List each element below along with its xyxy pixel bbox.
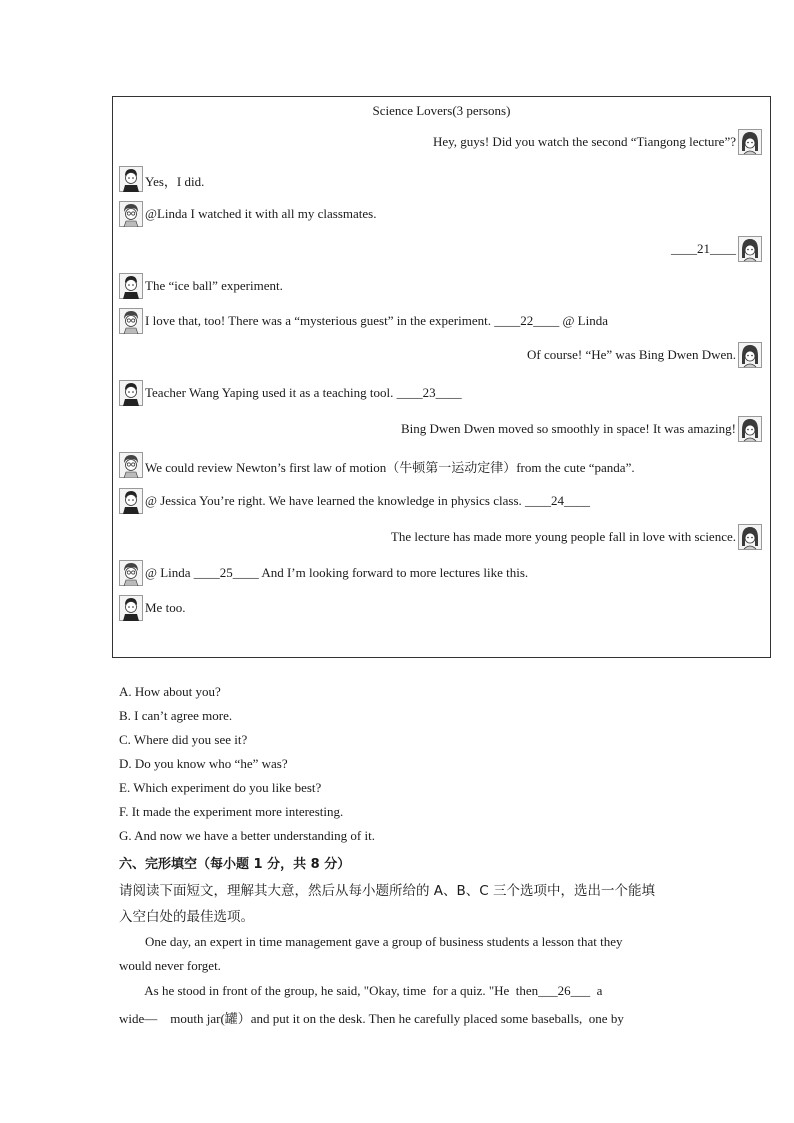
- message-text: The “ice ball” experiment.: [145, 278, 283, 293]
- glasses-boy-avatar-icon: [119, 201, 143, 227]
- chat-message: [119, 488, 764, 514]
- chat-message: [119, 236, 762, 262]
- message-text: Teacher Wang Yaping used it as a teaching tool. ____23____: [145, 385, 462, 400]
- girl-avatar-icon: [738, 342, 762, 368]
- passage-line: One day, an expert in time management gave a group of business students a lesson that they: [119, 934, 623, 949]
- boy-avatar-icon: [119, 380, 143, 406]
- instruction-line: 请阅读下面短文，理解其大意，然后从每小题所给的 A、B、C 三个选项中，选出一个能填: [119, 883, 656, 899]
- boy-avatar-icon: [119, 273, 143, 299]
- chat-message: [119, 380, 764, 406]
- chat-message: [119, 560, 764, 586]
- boy-avatar-icon: [119, 166, 143, 192]
- boy-avatar-icon: [119, 488, 143, 514]
- chat-message: [119, 308, 764, 334]
- answer-options: [119, 683, 375, 851]
- message-text: @ Jessica You’re right. We have learned the knowledge in physics class. ____24____: [145, 493, 591, 508]
- boy-avatar-icon: [119, 595, 143, 621]
- chat-message: [119, 452, 764, 478]
- girl-avatar-icon: [738, 524, 762, 550]
- message-text: Of course! “He” was Bing Dwen Dwen.: [526, 347, 736, 362]
- chat-message: [119, 166, 764, 192]
- group-chat-box: [112, 96, 771, 658]
- girl-avatar-icon: [738, 236, 762, 262]
- passage-line: wide— mouth jar(罐）and put it on the desk. Then he carefully placed some baseballs, one by: [119, 1011, 624, 1026]
- girl-avatar-icon: [738, 129, 762, 155]
- option-d: D. Do you know who “he” was?: [119, 756, 288, 771]
- message-text: ____21____: [671, 241, 736, 256]
- girl-avatar-icon: [738, 416, 762, 442]
- glasses-boy-avatar-icon: [119, 308, 143, 334]
- option-g: G. And now we have a better understanding of it.: [119, 828, 375, 843]
- passage-line: would never forget.: [119, 958, 221, 973]
- message-text: Yes，I did.: [145, 174, 205, 189]
- message-text: @ Linda ____25____ And I’m looking forward to more lectures like this.: [145, 565, 529, 580]
- message-text: Me too.: [145, 600, 186, 615]
- message-text: We could review Newton’s first law of motion（牛顿第一运动定律）from the cute “panda”.: [145, 460, 635, 475]
- message-text: @Linda I watched it with all my classmates.: [145, 206, 377, 221]
- message-text: Bing Dwen Dwen moved so smoothly in space! It was amazing!: [400, 421, 736, 436]
- chat-message: [119, 129, 762, 155]
- message-text: Hey, guys! Did you watch the second “Tiangong lecture”?: [432, 134, 736, 149]
- chat-message: [119, 524, 762, 550]
- chat-message: [119, 201, 764, 227]
- chat-message: [119, 416, 762, 442]
- chat-title: Science Lovers(3 persons): [372, 103, 511, 118]
- glasses-boy-avatar-icon: [119, 560, 143, 586]
- chat-message: [119, 595, 764, 621]
- glasses-boy-avatar-icon: [119, 452, 143, 478]
- option-a: A. How about you?: [119, 684, 221, 699]
- section-heading: 六、完形填空（每小题 1 分，共 8 分）: [119, 857, 351, 872]
- message-text: The lecture has made more young people fall in love with science.: [390, 529, 736, 544]
- instruction-line: 入空白处的最佳选项。: [119, 909, 254, 925]
- chat-message: [119, 342, 762, 368]
- passage-line: As he stood in front of the group, he said, "Okay, time for a quiz. "He then___26___ a: [119, 983, 603, 998]
- message-text: I love that, too! There was a “mysterious guest” in the experiment. ____22____ @ Linda: [145, 313, 609, 328]
- option-b: B. I can’t agree more.: [119, 708, 233, 723]
- option-e: E. Which experiment do you like best?: [119, 780, 322, 795]
- option-f: F. It made the experiment more interesting.: [119, 804, 344, 819]
- chat-message: [119, 273, 764, 299]
- option-c: C. Where did you see it?: [119, 732, 248, 747]
